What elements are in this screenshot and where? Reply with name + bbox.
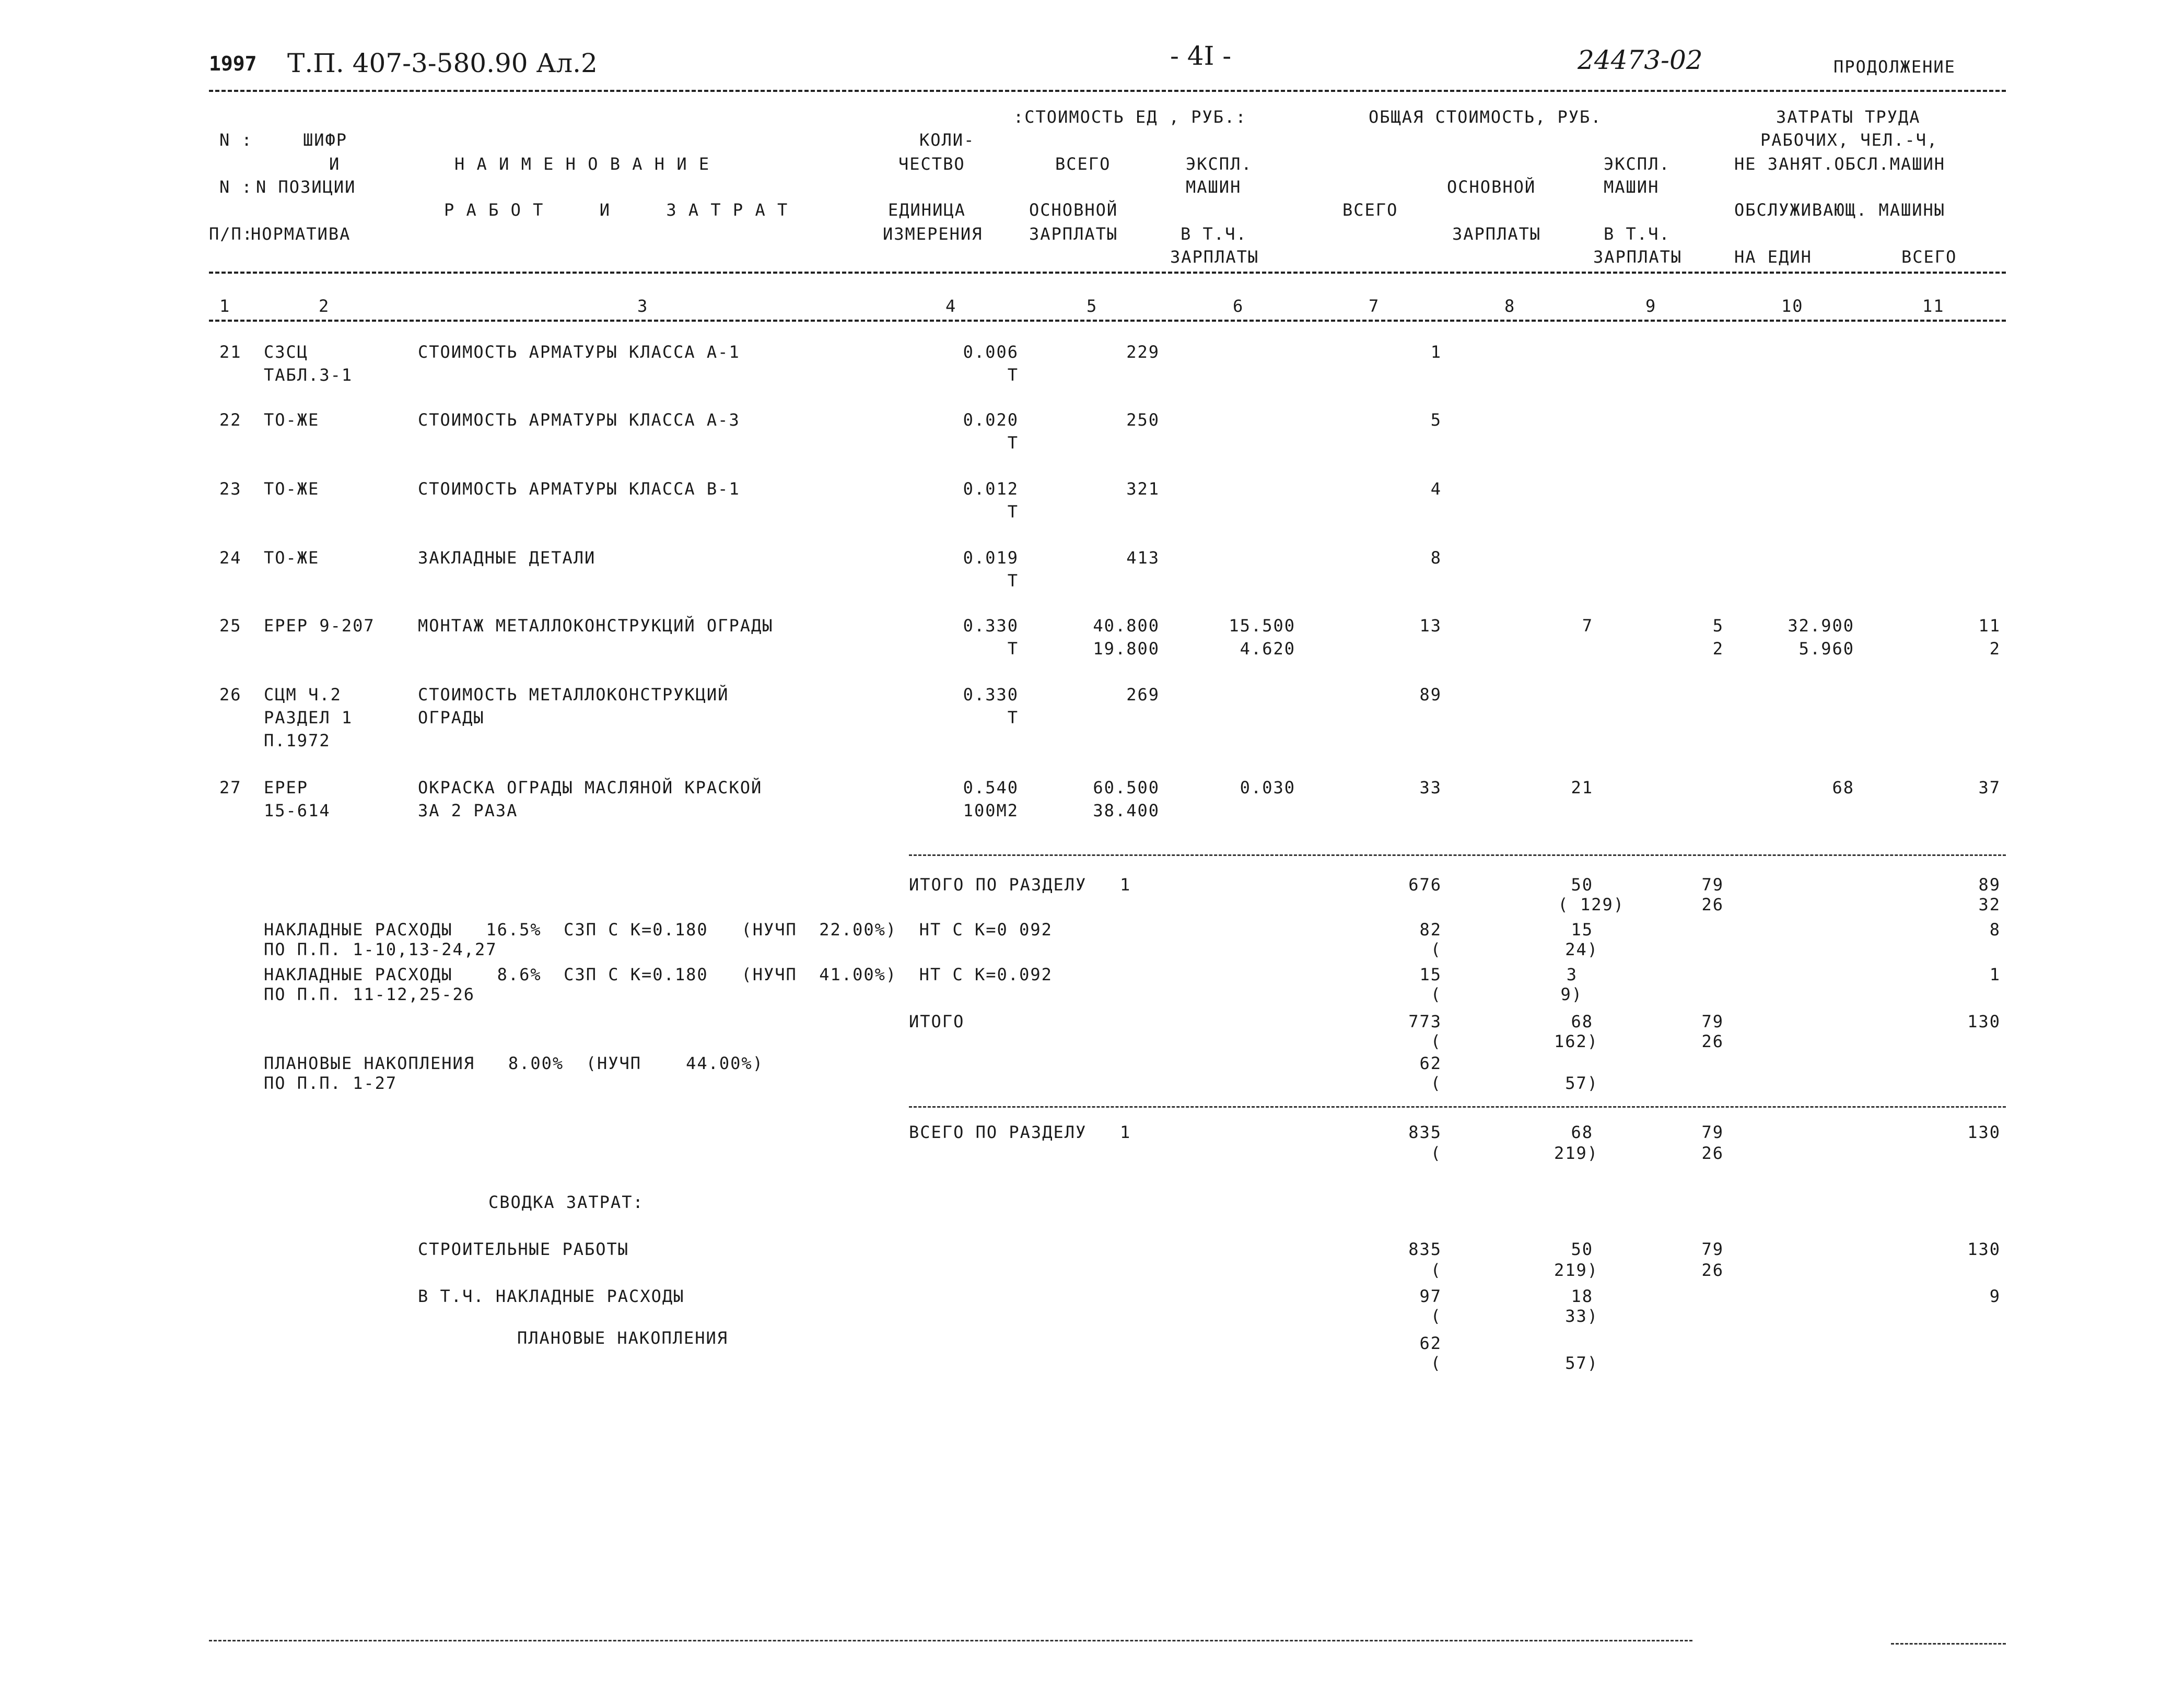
hdr-col4-a: КОЛИ- [919, 130, 975, 150]
hdr-col7: ВСЕГО [1342, 200, 1398, 220]
overhead1-c11: 8 [1989, 920, 2001, 940]
hdr-col4-c: ЕДИНИЦА [888, 200, 966, 220]
stroit-c7b: ( [1430, 1260, 1442, 1280]
itogo-razdel-c8b: ( 129) [1558, 895, 1625, 914]
colnum-9: 9 [1645, 296, 1657, 316]
stroit-c9b: 26 [1701, 1260, 1724, 1280]
hdr-col6-d: ЗАРПЛАТЫ [1170, 247, 1259, 267]
row-total-salary: 21 [1571, 778, 1593, 797]
overhead2-label-a: НАКЛАДНЫЕ РАСХОДЫ 8.6% СЗП С К=0.180 (НУЧП 41.00%) НТ С К=0.092 [264, 965, 1053, 984]
row-code: РАЗДЕЛ 1 [264, 708, 353, 727]
row-qty: Т [1007, 433, 1019, 453]
itogo-razdel-label: ИТОГО ПО РАЗДЕЛУ 1 [909, 875, 1131, 895]
itogo-c11: 130 [1967, 1012, 2001, 1031]
row-total: 33 [1419, 778, 1442, 797]
row-name: СТОИМОСТЬ АРМАТУРЫ КЛАССА А-1 [418, 342, 740, 362]
itogo-c8a: 68 [1571, 1012, 1593, 1031]
hdr-col2-d: НОРМАТИВА [251, 224, 351, 244]
hdr-total-cost-group: ОБЩАЯ СТОИМОСТЬ, РУБ. [1369, 107, 1602, 127]
hdr-col6-a: ЭКСПЛ. [1186, 154, 1253, 174]
overhead1-label-b: ПО П.П. 1-10,13-24,27 [264, 940, 497, 959]
vtch-c7a: 97 [1419, 1286, 1442, 1306]
stroit-c8b: 219) [1554, 1260, 1598, 1280]
row-total-machines: 2 [1712, 639, 1724, 659]
row-number: 23 [219, 479, 242, 499]
hdr-col5-c: ЗАРПЛАТЫ [1029, 224, 1118, 244]
overhead2-c8a: 3 [1566, 965, 1578, 984]
planned-c7b: ( [1430, 1073, 1442, 1093]
column-number-rule [209, 320, 2006, 322]
hdr-col3-a: Н А И М Е Н О В А Н И Е [454, 154, 710, 174]
overhead2-label-b: ПО П.П. 11-12,25-26 [264, 984, 475, 1004]
vsego-razdel-c7b: ( [1430, 1143, 1442, 1163]
row-qty: 0.019 [963, 548, 1019, 568]
hdr-col1-b: N : [219, 177, 253, 197]
row-qty: Т [1007, 365, 1019, 385]
row-qty: 0.020 [963, 410, 1019, 430]
stroit-c9a: 79 [1701, 1239, 1724, 1259]
hdr-labor-a: ЗАТРАТЫ ТРУДА [1776, 107, 1921, 127]
row-unit-total: 19.800 [1093, 639, 1160, 659]
colnum-4: 4 [945, 296, 957, 316]
row-unit-total: 250 [1126, 410, 1160, 430]
planned-c7a: 62 [1419, 1053, 1442, 1073]
overhead1-c7a: 82 [1419, 920, 1442, 940]
summary-rule-2 [909, 1106, 2006, 1108]
archive-number: 24473-02 [1578, 45, 1703, 75]
vtch-c8b: 33) [1565, 1306, 1598, 1326]
overhead2-c8b: 9) [1560, 984, 1583, 1004]
vtch-c11: 9 [1989, 1286, 2001, 1306]
page-year: 1997 [209, 52, 257, 75]
itogo-razdel-c7: 676 [1408, 875, 1442, 895]
hdr-labor-c: НЕ ЗАНЯТ.ОБСЛ.МАШИН [1734, 154, 1946, 174]
hdr-col8-a: ОСНОВНОЙ [1447, 177, 1536, 197]
itogo-razdel-c9b: 26 [1701, 895, 1724, 914]
hdr-col2-b: И [329, 154, 341, 174]
row-code: ТО-ЖЕ [264, 479, 320, 499]
colnum-6: 6 [1233, 296, 1244, 316]
row-labor-total: 11 [1978, 616, 2001, 636]
row-name: ЗАКЛАДНЫЕ ДЕТАЛИ [418, 548, 596, 568]
plan2-c7b: ( [1430, 1353, 1442, 1373]
row-total: 4 [1430, 479, 1442, 499]
row-qty: 100М2 [963, 801, 1019, 820]
row-qty: 0.006 [963, 342, 1019, 362]
row-unit-machines: 4.620 [1240, 639, 1295, 659]
hdr-col6-c: В Т.Ч. [1181, 224, 1247, 244]
hdr-col9-c: В Т.Ч. [1604, 224, 1671, 244]
hdr-col4-d: ИЗМЕРЕНИЯ [883, 224, 983, 244]
hdr-col2-c: N ПОЗИЦИИ [256, 177, 356, 197]
row-unit-total: 229 [1126, 342, 1160, 362]
plan2-label: ПЛАНОВЫЕ НАКОПЛЕНИЯ [517, 1328, 729, 1348]
vsego-razdel-c7a: 835 [1408, 1122, 1442, 1142]
row-number: 26 [219, 685, 242, 705]
row-name: СТОИМОСТЬ МЕТАЛЛОКОНСТРУКЦИЙ [418, 685, 729, 705]
document-code: Т.П. 407-3-580.90 Ал.2 [287, 48, 598, 78]
row-code: СЦМ Ч.2 [264, 685, 342, 705]
row-labor-unit: 5.960 [1798, 639, 1854, 659]
hdr-col4-b: ЧЕСТВО [898, 154, 965, 174]
itogo-razdel-c11b: 32 [1978, 895, 2001, 914]
row-labor-unit: 68 [1832, 778, 1854, 797]
row-code: ЕРЕР 9-207 [264, 616, 375, 636]
stroit-label: СТРОИТЕЛЬНЫЕ РАБОТЫ [418, 1239, 629, 1259]
vsego-razdel-label: ВСЕГО ПО РАЗДЕЛУ 1 [909, 1122, 1131, 1142]
vtch-c8a: 18 [1571, 1286, 1593, 1306]
row-total-salary: 7 [1582, 616, 1593, 636]
row-unit-total: 60.500 [1093, 778, 1160, 797]
row-number: 24 [219, 548, 242, 568]
row-unit-total: 413 [1126, 548, 1160, 568]
row-number: 25 [219, 616, 242, 636]
overhead1-c8b: 24) [1565, 940, 1598, 959]
header-rule-bottom [209, 272, 2006, 274]
row-qty: 0.012 [963, 479, 1019, 499]
vtch-label: В Т.Ч. НАКЛАДНЫЕ РАСХОДЫ [418, 1286, 685, 1306]
row-number: 22 [219, 410, 242, 430]
row-name: МОНТАЖ МЕТАЛЛОКОНСТРУКЦИЙ ОГРАДЫ [418, 616, 774, 636]
hdr-col5-b: ОСНОВНОЙ [1029, 200, 1118, 220]
planned-label-b: ПО П.П. 1-27 [264, 1073, 398, 1093]
footer-rule-a [209, 1640, 1692, 1641]
stroit-c7a: 835 [1408, 1239, 1442, 1259]
row-code: ЕРЕР [264, 778, 309, 797]
itogo-c7a: 773 [1408, 1012, 1442, 1031]
row-unit-machines: 0.030 [1240, 778, 1295, 797]
itogo-c7b: ( [1430, 1031, 1442, 1051]
overhead2-c11: 1 [1989, 965, 2001, 984]
colnum-8: 8 [1504, 296, 1516, 316]
row-qty: Т [1007, 708, 1019, 727]
continuation-label: ПРОДОЛЖЕНИЕ [1833, 57, 1956, 77]
row-labor-total: 2 [1989, 639, 2001, 659]
row-name: СТОИМОСТЬ АРМАТУРЫ КЛАССА А-3 [418, 410, 740, 430]
row-qty: Т [1007, 639, 1019, 659]
planned-c8: 57) [1565, 1073, 1598, 1093]
plan2-c8: 57) [1565, 1353, 1598, 1373]
header-rule-top [209, 90, 2006, 92]
hdr-col9-d: ЗАРПЛАТЫ [1593, 247, 1683, 267]
colnum-10: 10 [1781, 296, 1804, 316]
row-unit-machines: 15.500 [1229, 616, 1295, 636]
itogo-c8b: 162) [1554, 1031, 1598, 1051]
planned-label-a: ПЛАНОВЫЕ НАКОПЛЕНИЯ 8.00% (НУЧП 44.00%) [264, 1053, 764, 1073]
row-total: 13 [1419, 616, 1442, 636]
colnum-2: 2 [319, 296, 330, 316]
hdr-labor-d: ОБСЛУЖИВАЮЩ. МАШИНЫ [1734, 200, 1946, 220]
itogo-c9b: 26 [1701, 1031, 1724, 1051]
overhead2-c7b: ( [1430, 984, 1442, 1004]
plan2-c7a: 62 [1419, 1333, 1442, 1353]
row-code: ТАБЛ.3-1 [264, 365, 353, 385]
row-unit-total: 40.800 [1093, 616, 1160, 636]
row-total: 1 [1430, 342, 1442, 362]
itogo-c9a: 79 [1701, 1012, 1724, 1031]
row-total: 5 [1430, 410, 1442, 430]
vsego-razdel-c9b: 26 [1701, 1143, 1724, 1163]
row-name: СТОИМОСТЬ АРМАТУРЫ КЛАССА В-1 [418, 479, 740, 499]
row-qty: 0.330 [963, 685, 1019, 705]
row-code: ТО-ЖЕ [264, 410, 320, 430]
row-unit-total: 269 [1126, 685, 1160, 705]
hdr-col1-a: N : [219, 130, 253, 150]
row-qty: Т [1007, 502, 1019, 522]
hdr-col10: НА ЕДИН [1734, 247, 1812, 267]
hdr-col9-b: МАШИН [1604, 177, 1660, 197]
colnum-11: 11 [1922, 296, 1945, 316]
overhead1-c8a: 15 [1571, 920, 1593, 940]
hdr-col2-a: ШИФР [303, 130, 348, 150]
overhead2-c7a: 15 [1419, 965, 1442, 984]
vsego-razdel-c11: 130 [1967, 1122, 2001, 1142]
row-qty: Т [1007, 571, 1019, 591]
colnum-1: 1 [219, 296, 231, 316]
hdr-col1-c: П/П: [209, 224, 254, 244]
page-number: - 4I - [1170, 41, 1232, 71]
stroit-c8a: 50 [1571, 1239, 1593, 1259]
row-name: ОГРАДЫ [418, 708, 485, 727]
row-total-machines: 5 [1712, 616, 1724, 636]
overhead1-label-a: НАКЛАДНЫЕ РАСХОДЫ 16.5% СЗП С К=0.180 (НУЧП 22.00%) НТ С К=0 092 [264, 920, 1053, 940]
row-code: П.1972 [264, 731, 331, 750]
svodka-label: СВОДКА ЗАТРАТ: [488, 1192, 644, 1212]
hdr-col8-b: ЗАРПЛАТЫ [1452, 224, 1541, 244]
row-labor-unit: 32.900 [1788, 616, 1854, 636]
itogo-razdel-c8a: 50 [1571, 875, 1593, 895]
hdr-col9-a: ЭКСПЛ. [1604, 154, 1671, 174]
row-code: С3СЦ [264, 342, 309, 362]
hdr-col3-b: Р А Б О Т И З А Т Р А Т [444, 200, 789, 220]
itogo-razdel-c11a: 89 [1978, 875, 2001, 895]
vsego-razdel-c8a: 68 [1571, 1122, 1593, 1142]
summary-rule-1 [909, 854, 2006, 856]
row-total: 8 [1430, 548, 1442, 568]
row-total: 89 [1419, 685, 1442, 705]
itogo-razdel-c9a: 79 [1701, 875, 1724, 895]
hdr-col5-a: ВСЕГО [1055, 154, 1111, 174]
overhead1-c7b: ( [1430, 940, 1442, 959]
row-code: 15-614 [264, 801, 331, 820]
row-code: ТО-ЖЕ [264, 548, 320, 568]
row-number: 27 [219, 778, 242, 797]
vsego-razdel-c9a: 79 [1701, 1122, 1724, 1142]
row-unit-total: 321 [1126, 479, 1160, 499]
hdr-col6-b: МАШИН [1186, 177, 1242, 197]
vtch-c7b: ( [1430, 1306, 1442, 1326]
row-number: 21 [219, 342, 242, 362]
hdr-unit-cost-group: :СТОИМОСТЬ ЕД , РУБ.: [1013, 107, 1247, 127]
row-qty: 0.540 [963, 778, 1019, 797]
row-qty: 0.330 [963, 616, 1019, 636]
row-name: ЗА 2 РАЗА [418, 801, 518, 820]
row-name: ОКРАСКА ОГРАДЫ МАСЛЯНОЙ КРАСКОЙ [418, 778, 763, 797]
colnum-3: 3 [637, 296, 649, 316]
stroit-c11: 130 [1967, 1239, 2001, 1259]
footer-rule-b [1891, 1643, 2006, 1645]
vsego-razdel-c8b: 219) [1554, 1143, 1598, 1163]
itogo-label: ИТОГО [909, 1012, 965, 1031]
hdr-labor-b: РАБОЧИХ, ЧЕЛ.-Ч, [1760, 130, 1938, 150]
colnum-7: 7 [1369, 296, 1380, 316]
colnum-5: 5 [1087, 296, 1098, 316]
hdr-col11: ВСЕГО [1901, 247, 1957, 267]
row-unit-total: 38.400 [1093, 801, 1160, 820]
row-labor-total: 37 [1978, 778, 2001, 797]
